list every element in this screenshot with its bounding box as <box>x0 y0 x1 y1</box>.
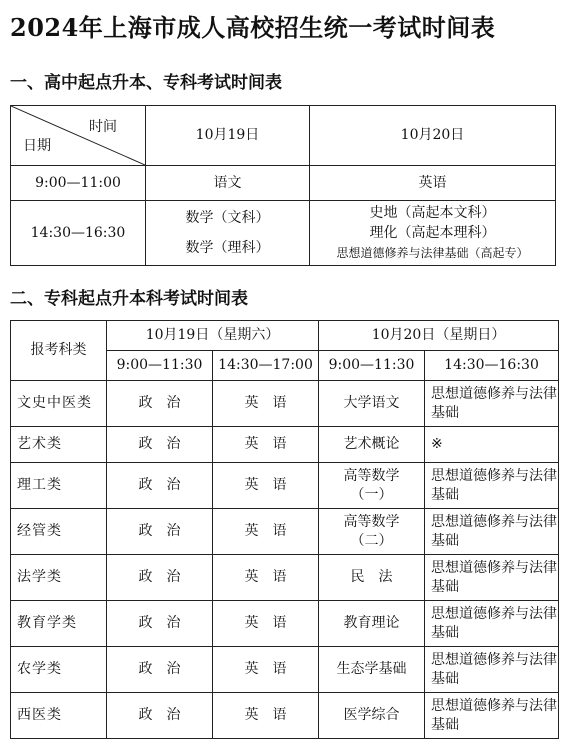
slot1-cell: 政 治 <box>107 555 213 601</box>
table-row <box>11 647 559 693</box>
table-row <box>11 381 559 427</box>
category-cell: 理工类 <box>11 463 107 509</box>
table-college-start <box>10 320 559 739</box>
slot2-cell: 英 语 <box>213 427 319 463</box>
row2-day2-subject-c: 思想道德修养与法律基础（高起专） <box>336 246 529 260</box>
table-row <box>11 509 559 555</box>
row1-day1-subject: 语文 <box>146 166 310 201</box>
slot1-cell: 政 治 <box>107 427 213 463</box>
slot4-cell: ※ <box>425 427 559 463</box>
slot2-cell: 英 语 <box>213 463 319 509</box>
slot3-cell: 大学语文 <box>319 381 425 427</box>
slot2-cell: 英 语 <box>213 601 319 647</box>
slot3-cell: 艺术概论 <box>319 427 425 463</box>
page-title: 2024年上海市成人高校招生统一考试时间表 <box>10 13 496 42</box>
header-slot2: 14:30—17:00 <box>213 351 319 381</box>
slot3-cell: 高等数学（一） <box>319 463 425 509</box>
slot3-cell: 民 法 <box>319 555 425 601</box>
slot1-cell: 政 治 <box>107 647 213 693</box>
row2-day2-subjects <box>310 201 556 266</box>
category-cell: 教育学类 <box>11 601 107 647</box>
header-day2: 10月20日（星期日） <box>319 321 559 351</box>
row1-time: 9:00—11:00 <box>11 166 146 201</box>
slot1-cell: 政 治 <box>107 601 213 647</box>
table-row <box>11 427 559 463</box>
slot1-cell: 政 治 <box>107 509 213 555</box>
slot3-cell: 教育理论 <box>319 601 425 647</box>
header-time-label: 时间 <box>89 119 117 135</box>
header-diagonal-cell <box>11 106 146 166</box>
slot2-cell: 英 语 <box>213 647 319 693</box>
row2-day2-subject-b: 理化（高起本理科） <box>369 225 496 241</box>
header-day1: 10月19日（星期六） <box>107 321 319 351</box>
category-cell: 艺术类 <box>11 427 107 463</box>
section2-heading: 二、专科起点升本科考试时间表 <box>10 289 248 309</box>
category-cell: 农学类 <box>11 647 107 693</box>
row2-day1-subjects <box>146 201 310 266</box>
slot2-cell: 英 语 <box>213 381 319 427</box>
slot1-cell: 政 治 <box>107 693 213 739</box>
slot3-cell: 生态学基础 <box>319 647 425 693</box>
slot3-cell: 医学综合 <box>319 693 425 739</box>
slot1-cell: 政 治 <box>107 463 213 509</box>
header-date-label: 日期 <box>23 137 51 154</box>
slot2-cell: 英 语 <box>213 509 319 555</box>
slot4-cell: 思想道德修养与法律基础 <box>425 509 559 555</box>
slot4-cell: 思想道德修养与法律基础 <box>425 601 559 647</box>
section1-heading: 一、高中起点升本、专科考试时间表 <box>10 73 282 93</box>
row1-day2-subject: 英语 <box>310 166 556 201</box>
header-date1: 10月19日 <box>146 106 310 166</box>
row2-time: 14:30—16:30 <box>11 201 146 266</box>
header-date2: 10月20日 <box>310 106 556 166</box>
row2-day1-subject-a: 数学（文科） <box>185 210 270 226</box>
row2-day1-subject-b: 数学（理科） <box>185 240 270 256</box>
header-subject-category: 报考科类 <box>11 321 107 381</box>
row2-day2-subject-a: 史地（高起本文科） <box>369 205 496 221</box>
table-row <box>11 463 559 509</box>
table-row <box>11 555 559 601</box>
category-cell: 西医类 <box>11 693 107 739</box>
slot1-cell: 政 治 <box>107 381 213 427</box>
slot4-cell: 思想道德修养与法律基础 <box>425 463 559 509</box>
slot3-cell: 高等数学（二） <box>319 509 425 555</box>
category-cell: 经管类 <box>11 509 107 555</box>
slot4-cell: 思想道德修养与法律基础 <box>425 647 559 693</box>
header-slot1: 9:00—11:30 <box>107 351 213 381</box>
slot2-cell: 英 语 <box>213 555 319 601</box>
table-row <box>11 693 559 739</box>
table-row <box>11 601 559 647</box>
slot4-cell: 思想道德修养与法律基础 <box>425 555 559 601</box>
diagonal-line <box>11 106 145 165</box>
slot2-cell: 英 语 <box>213 693 319 739</box>
header-slot3: 9:00—11:30 <box>319 351 425 381</box>
slot4-cell: 思想道德修养与法律基础 <box>425 693 559 739</box>
slot4-cell: 思想道德修养与法律基础 <box>425 381 559 427</box>
header-slot4: 14:30—16:30 <box>425 351 559 381</box>
category-cell: 法学类 <box>11 555 107 601</box>
category-cell: 文史中医类 <box>11 381 107 427</box>
table-high-school-start <box>10 105 556 266</box>
